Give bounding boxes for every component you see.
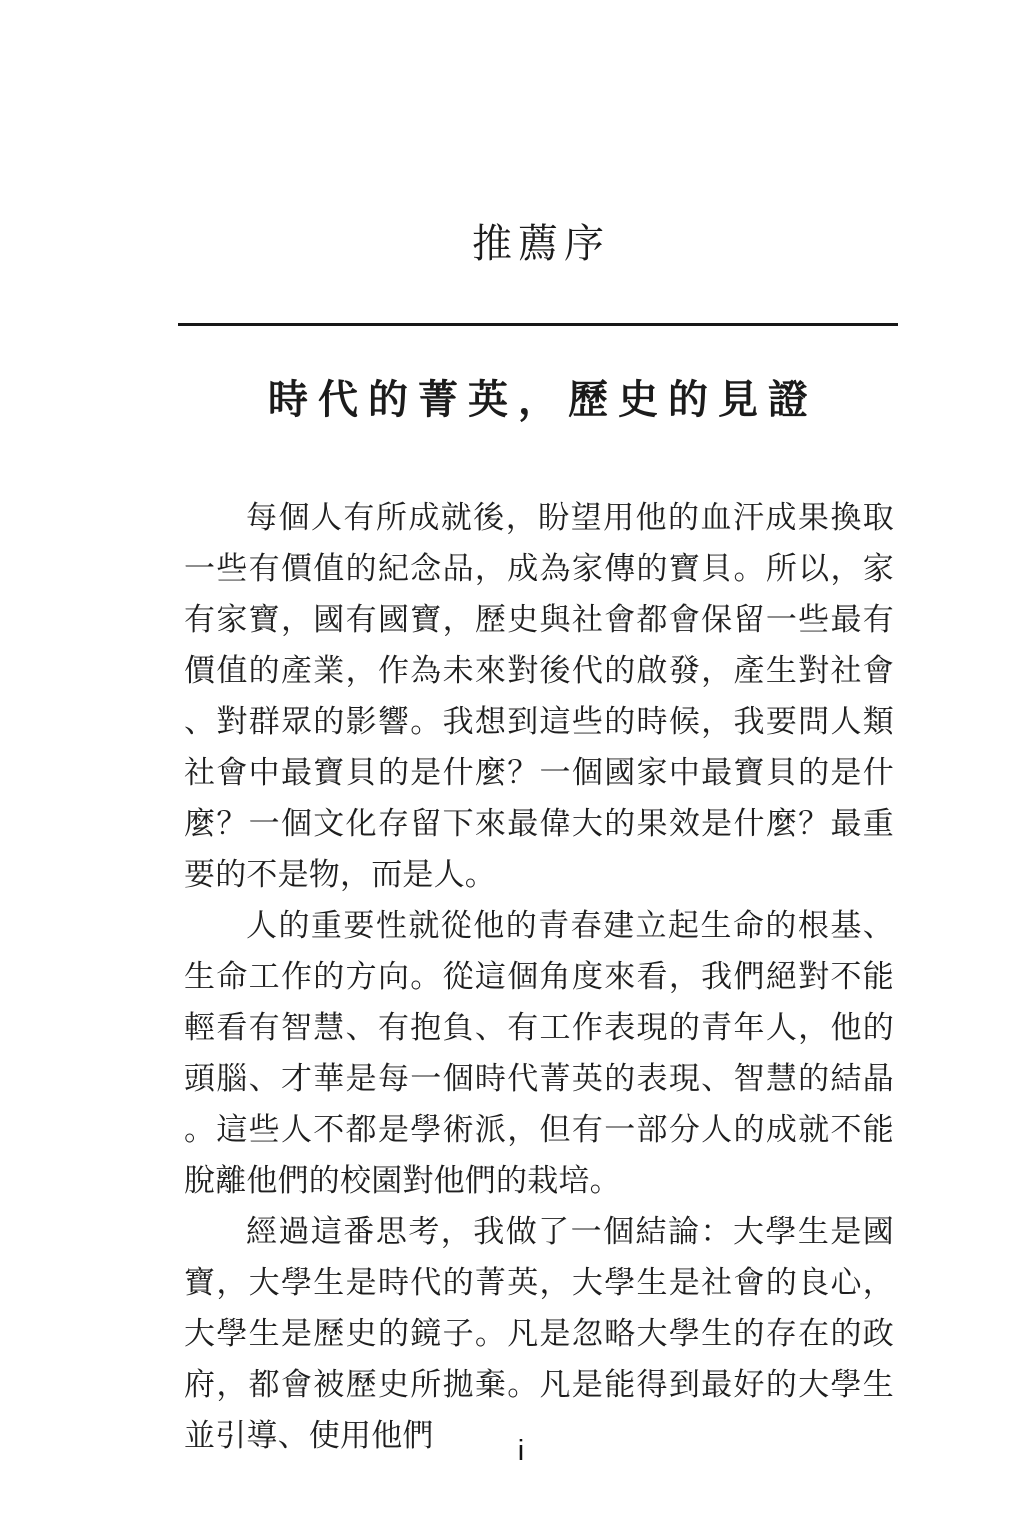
title-divider — [178, 323, 898, 326]
paragraph-2: 人的重要性就從他的青春建立起生命的根基、生命工作的方向。從這個角度來看，我們絕對不能輕看有智慧、有抱負、有工作表現的青年人，他的頭腦、才華是每一個時代菁英的表現、智慧的結晶。這些人不都是學術派，但有一部分人的成就不能脫離他們的校園對他們的栽培。 — [184, 908, 894, 1198]
paragraph-1: 每個人有所成就後，盼望用他的血汗成果換取一些有價值的紀念品，成為家傳的寶貝。所以，家有家寶，國有國寶，歷史與社會都會保留一些最有價值的產業，作為未來對後代的啟發，產生對社會、對群眾的影響。我想到這些的時候，我要問人類社會中最寶貝的是什麼？一個國家中最寶貝的是什麼？一個文化存留下來最偉大的果效是什麼？最重要的不是物，而是人。 — [184, 500, 894, 892]
section-title: 時代的菁英，歷史的見證 — [268, 377, 818, 422]
body-text — [184, 492, 894, 1461]
page-number: i — [517, 1435, 525, 1467]
chapter-title: 推薦序 — [472, 221, 610, 266]
paragraph-3: 經過這番思考，我做了一個結論：大學生是國寶，大學生是時代的菁英，大學生是社會的良心，大學生是歷史的鏡子。凡是忽略大學生的存在的政府，都會被歷史所拋棄。凡是能得到最好的大學生並引導、使用他們 — [184, 1214, 894, 1453]
